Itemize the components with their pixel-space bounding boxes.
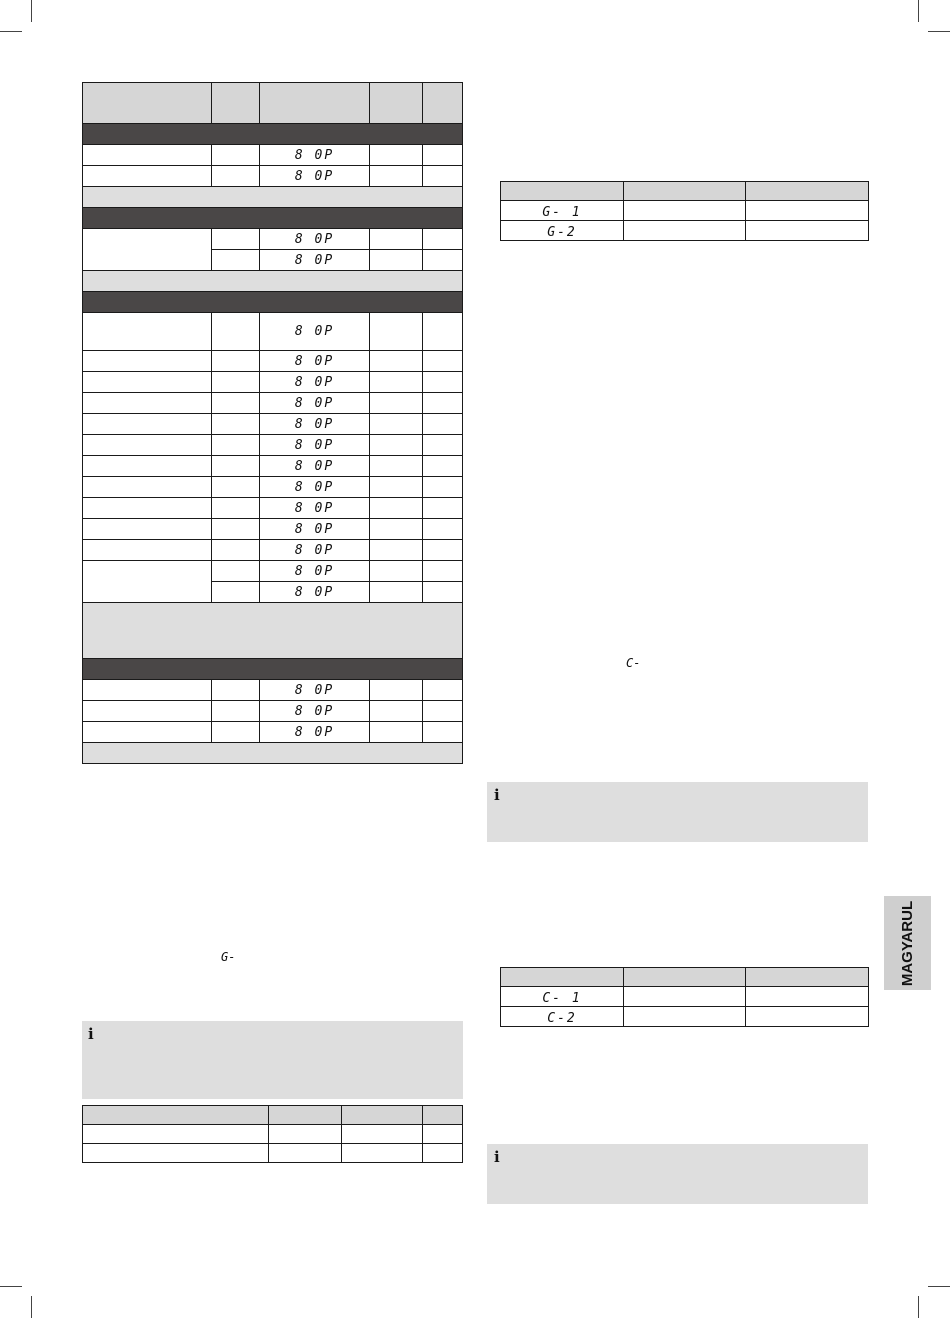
table-row [83,476,462,497]
info-box-right-2 [487,1144,868,1204]
display-code: 8 0P [294,395,335,411]
table-cell [422,519,462,539]
table-cell [83,680,211,700]
code-c1: C- 1 [542,991,582,1006]
table-cell [211,498,259,518]
table-cell [369,456,422,476]
section-band-row [83,207,462,228]
section-note-row [83,186,462,207]
table-cell [369,145,422,165]
table-cell [422,701,462,721]
table-cell [83,250,211,270]
table-cell [259,722,369,742]
table-cell [422,477,462,497]
table-cell [211,393,259,413]
table-row [83,312,462,350]
table-row [83,350,462,371]
table-cell [211,456,259,476]
display-code: 8 0P [294,416,335,432]
table-cell [211,414,259,434]
table-cell [83,393,211,413]
table-row [501,221,869,241]
table-header-row [501,182,869,201]
table-cell [422,250,462,270]
table-cell [83,313,211,350]
table-cell [422,435,462,455]
table-cell [259,372,369,392]
crop-mark [928,1286,950,1287]
language-tab [884,896,931,990]
table-cell [369,498,422,518]
table-cell [369,582,422,602]
table-cell [422,351,462,371]
crop-mark [918,1296,919,1318]
table-row [83,581,462,602]
table-cell [259,229,369,249]
table-row [83,700,462,721]
table-cell [259,145,369,165]
display-code: 8 0P [294,168,335,184]
table-cell [211,313,259,350]
table-cell [422,540,462,560]
table-row [83,721,462,742]
display-code: 8 0P [294,374,335,390]
table-cell [83,456,211,476]
table-header-row [83,1106,463,1125]
table-cell [422,498,462,518]
table-cell [211,372,259,392]
table-cell [211,582,259,602]
display-code: 8 0P [294,682,335,698]
display-code: 8 0P [294,252,335,268]
display-code: 8 0P [294,353,335,369]
code-c2: C-2 [547,1011,577,1026]
table-cell [369,250,422,270]
table-cell [422,393,462,413]
table-row [83,434,462,455]
table-c [500,967,869,1027]
table-cell [259,561,369,581]
section-note-row [83,742,462,763]
table-cell [369,372,422,392]
section-note-row [83,602,462,658]
display-code: 8 0P [294,324,335,339]
crop-mark [31,0,32,22]
table-cell [211,477,259,497]
display-code: 8 0P [294,147,335,163]
table-cell [211,722,259,742]
table-row [83,144,462,165]
table-cell [211,250,259,270]
table-cell [369,540,422,560]
table-cell [83,414,211,434]
table-cell [83,372,211,392]
table-cell [259,582,369,602]
section-band-row [83,123,462,144]
table-cell [83,561,211,581]
table-cell [211,519,259,539]
table-cell [422,680,462,700]
table-cell [259,393,369,413]
table-cell [369,166,422,186]
crop-mark [0,1286,22,1287]
table-cell [83,519,211,539]
table-cell [422,145,462,165]
table-cell [259,477,369,497]
display-code: 8 0P [294,479,335,495]
table-cell [211,83,259,123]
table-cell [422,414,462,434]
table-cell [422,313,462,350]
info-box-left [82,1021,463,1099]
table-cell [259,83,369,123]
table-header-row [501,968,869,987]
display-code: 8 0P [294,231,335,247]
bottom-left-table [82,1105,463,1163]
table-cell [369,701,422,721]
display-code: 8 0P [294,500,335,516]
table-row [83,679,462,700]
table-row [83,392,462,413]
table-cell [422,456,462,476]
table-cell [83,166,211,186]
table-cell [259,313,369,350]
table-cell [259,519,369,539]
crop-mark [31,1296,32,1318]
display-code: 8 0P [294,437,335,453]
table-cell [83,477,211,497]
table-row [83,560,462,581]
table-cell [83,145,211,165]
table-cell [259,680,369,700]
table-cell [369,722,422,742]
table-row [501,201,869,221]
section-note-row [83,270,462,291]
table-cell [259,250,369,270]
table-cell [369,313,422,350]
table-cell [83,582,211,602]
table-cell [83,722,211,742]
code-g1: G- 1 [542,205,582,220]
table-cell [211,680,259,700]
table-row [501,1007,869,1027]
table-row [83,539,462,560]
glyph-g: G- [221,950,236,964]
glyph-c: C- [626,656,641,670]
table-cell [83,229,211,249]
table-cell [369,519,422,539]
table-cell [422,229,462,249]
program-table [82,82,463,764]
display-code: 8 0P [294,458,335,474]
table-cell [422,166,462,186]
table-cell [369,393,422,413]
info-box-right-1 [487,782,868,842]
table-cell [211,701,259,721]
info-icon: i [494,1148,500,1166]
table-cell [259,435,369,455]
table-cell [259,498,369,518]
table-cell [83,498,211,518]
table-header-row [83,83,462,123]
table-cell [83,351,211,371]
table-cell [422,561,462,581]
table-cell [369,83,422,123]
display-code: 8 0P [294,703,335,719]
table-cell [369,435,422,455]
table-row [83,413,462,434]
table-cell [211,351,259,371]
table-cell [259,701,369,721]
table-cell [211,229,259,249]
table-cell [422,722,462,742]
display-code: 8 0P [294,563,335,579]
display-code: 8 0P [294,724,335,740]
table-cell [211,145,259,165]
table-row [501,987,869,1007]
info-icon: i [88,1025,94,1043]
section-band-row [83,291,462,312]
table-row [83,497,462,518]
table-cell [369,680,422,700]
table-row [83,249,462,270]
table-row [83,1125,463,1144]
table-cell [83,83,211,123]
table-cell [83,540,211,560]
table-cell [259,166,369,186]
table-cell [422,372,462,392]
language-tab-label: MAGYARUL [899,900,917,986]
display-code: 8 0P [294,521,335,537]
table-cell [369,414,422,434]
table-cell [422,582,462,602]
info-icon: i [494,786,500,804]
table-cell [259,414,369,434]
display-code: 8 0P [294,542,335,558]
table-cell [83,435,211,455]
section-band-row [83,658,462,679]
display-code: 8 0P [294,584,335,600]
table-cell [259,456,369,476]
table-row [83,165,462,186]
table-cell [211,166,259,186]
table-row [83,1144,463,1163]
table-cell [369,229,422,249]
table-row [83,228,462,249]
table-cell [259,351,369,371]
table-g [500,181,869,241]
table-cell [369,351,422,371]
crop-mark [0,31,22,32]
table-cell [211,561,259,581]
table-cell [369,561,422,581]
table-cell [259,540,369,560]
code-g2: G-2 [547,225,577,240]
table-cell [211,435,259,455]
crop-mark [918,0,919,22]
table-row [83,455,462,476]
table-cell [369,477,422,497]
table-row [83,518,462,539]
table-row [83,371,462,392]
table-cell [83,701,211,721]
crop-mark [928,31,950,32]
table-cell [422,83,462,123]
table-cell [211,540,259,560]
